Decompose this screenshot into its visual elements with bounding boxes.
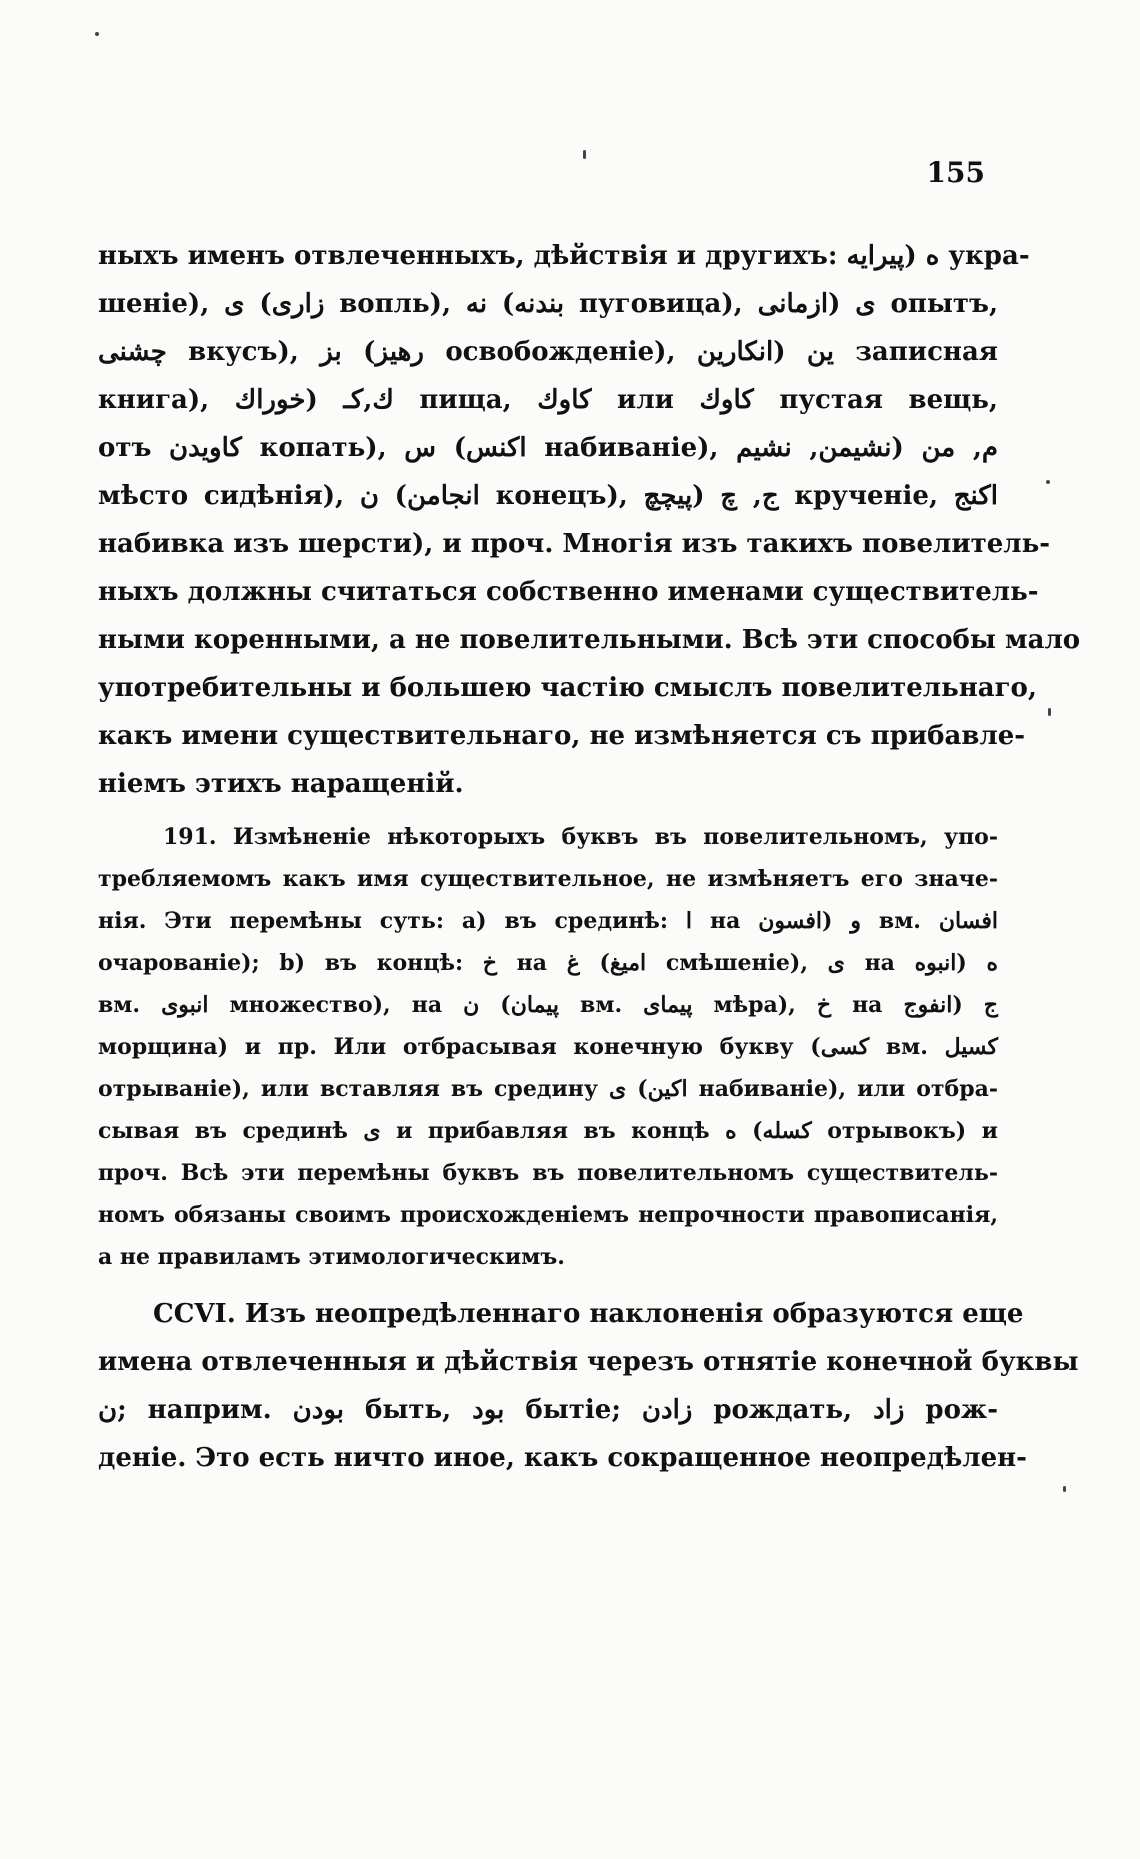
text-line: ніемъ этихъ наращеній. (98, 769, 464, 799)
page-number: 155 (926, 156, 985, 189)
text-line: какъ имени существительнаго, не измѣняется съ прибавле- (98, 721, 1026, 751)
text-line: номъ обязаны своимъ происхожденіемъ непрочности правописанія, (98, 1202, 998, 1228)
text-line: ныхъ должны считаться собственно именами существитель- (98, 577, 1039, 607)
paragraph-2-note (98, 816, 998, 1278)
text-line: книга), ك,كـ (خوراك пища, كاوك или كاوك пустая вещь, (98, 385, 998, 415)
text-line: проч. Всѣ эти перемѣны буквъ въ повелительномъ существитель- (98, 1160, 998, 1186)
text-line: ن; наприм. بودن быть, بود бытіе; زادن рождать, زاد рож- (98, 1395, 998, 1425)
text-line: мѣсто сидѣнія), ن (انجامن конецъ), ج, چ (پيچچ крученіе, اكنج (98, 481, 998, 511)
text-line: ными коренными, а не повелительными. Всѣ эти способы мало (98, 625, 1081, 655)
text-line: ныхъ именъ отвлеченныхъ, дѣйствія и другихъ: ه (پيرايه укра- (98, 241, 1030, 271)
text-line: морщина) и пр. Или отбрасывая конечную букву (كسى вм. كسيل (98, 1034, 999, 1060)
text-line: деніе. Это есть ничто иное, какъ сокращенное неопредѣлен- (98, 1443, 1027, 1473)
text-line: нія. Эти перемѣны суть: a) въ срединѣ: ا на و (افسون вм. افسان (98, 908, 999, 934)
scan-speck (1048, 708, 1051, 716)
text-line: имена отвлеченныя и дѣйствія черезъ отнятіе конечной буквы (98, 1347, 1079, 1377)
text-line: отрываніе), или вставляя въ средину ى (اكين набиваніе), или отбра- (98, 1076, 998, 1102)
text-line: а не правиламъ этимологическимъ. (98, 1244, 565, 1270)
scan-speck (583, 150, 586, 159)
text-line: набивка изъ шерсти), и проч. Многія изъ такихъ повелитель- (98, 529, 1051, 559)
text-line: сывая въ срединѣ ى и прибавляя въ концѣ ه (كسله отрывокъ) и (98, 1118, 998, 1144)
page-body (98, 232, 1081, 1482)
text-line: CCVI. Изъ неопредѣленнаго наклоненія образуются еще (153, 1299, 1024, 1329)
text-line: отъ كاويدن копать), س (اكنس набиваніе), م, من (نشيمن, نشيم (98, 433, 998, 463)
paragraph-3 (98, 1290, 1079, 1482)
scan-speck (1063, 1486, 1066, 1492)
text-line: шеніе), ى (زارى вопль), نه (بندنه пуговица), ى (ازمانى опытъ, (98, 289, 999, 319)
scan-speck (95, 32, 99, 36)
text-line: 191. Измѣненіе нѣкоторыхъ буквъ въ повелительномъ, упо- (163, 824, 998, 850)
text-line: вм. انبوى множество), на ن (پيمان вм. پيماى мѣра), خ на ج (انفوج (98, 992, 999, 1018)
scan-speck (1046, 480, 1050, 484)
paragraph-1 (98, 232, 1081, 808)
text-line: употребительны и большею частію смыслъ повелительнаго, (98, 673, 1037, 703)
text-line: چشنى вкусъ), بز (رهيز освобожденіе), ين (انكارين записная (98, 337, 999, 367)
text-line: очарованіе); b) въ концѣ: خ на غ (اميغ смѣшеніе), ى на ه (انبوه (98, 950, 998, 976)
text-line: требляемомъ какъ имя существительное, не измѣняетъ его значе- (98, 866, 998, 892)
